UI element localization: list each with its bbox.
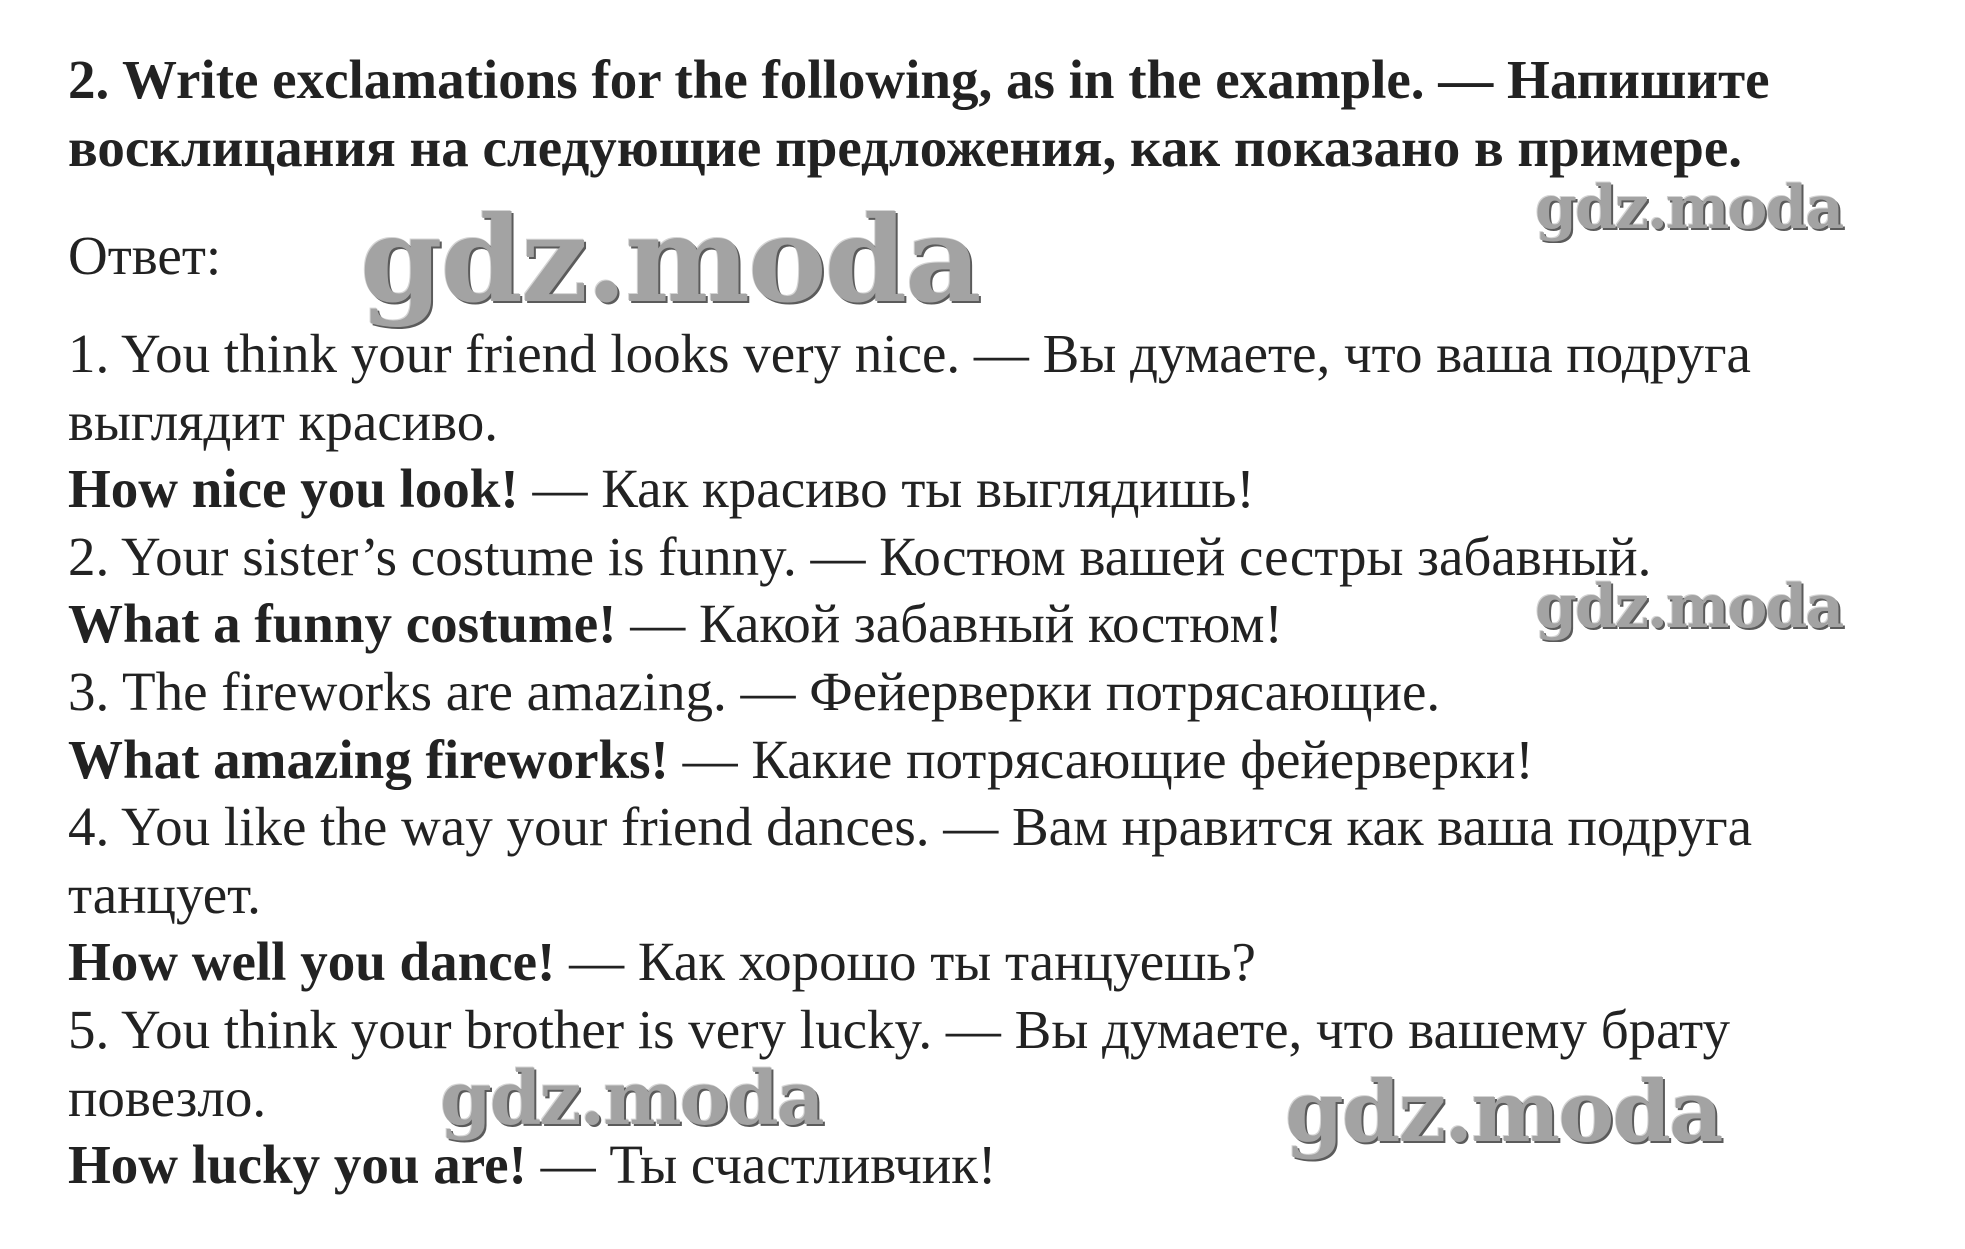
watermark-logo: gdz.moda bbox=[360, 190, 980, 329]
watermark-logo: gdz.moda bbox=[1285, 1062, 1722, 1161]
answer-line bbox=[68, 455, 1928, 523]
exercise-heading bbox=[68, 46, 1928, 182]
prompt-line: 2. Your sister’s costume is funny. — Костюм вашей сестры забавный. bbox=[68, 525, 1652, 587]
heading-line: восклицания на следующие предложения, как показано в примере. bbox=[68, 117, 1742, 178]
answer-line bbox=[68, 928, 1928, 996]
prompt-line: танцует. bbox=[68, 863, 261, 925]
answer-translation: — Ты счастливчик! bbox=[526, 1134, 997, 1196]
prompt-line: 3. The fireworks are amazing. — Фейерверки потрясающие. bbox=[68, 660, 1441, 722]
watermark-logo: gdz.moda bbox=[1535, 173, 1843, 243]
prompt-line: 5. You think your brother is very lucky. — Вы думаете, что вашему брату bbox=[68, 998, 1730, 1060]
answer-exclamation: What amazing fireworks! bbox=[68, 728, 669, 790]
answer-exclamation: How lucky you are! bbox=[68, 1134, 527, 1196]
answer-exclamation: How well you dance! bbox=[68, 931, 556, 993]
answer-translation: — Как красиво ты выглядишь! bbox=[518, 458, 1255, 520]
answer-translation: — Какой забавный костюм! bbox=[616, 593, 1283, 655]
answer-translation: — Как хорошо ты танцуешь? bbox=[555, 931, 1256, 993]
answer-label: Ответ: bbox=[68, 225, 222, 286]
answer-exclamation: How nice you look! bbox=[68, 458, 519, 520]
answer-line bbox=[68, 726, 1928, 794]
answer-translation: — Какие потрясающие фейерверки! bbox=[668, 728, 1534, 790]
heading-line: 2. Write exclamations for the following, as in the example. — Напишите bbox=[68, 49, 1770, 110]
watermark-logo: gdz.moda bbox=[440, 1056, 823, 1142]
prompt-line: 4. You like the way your friend dances. — Вам нравится как ваша подруга bbox=[68, 796, 1753, 858]
prompt-line: выглядит красиво. bbox=[68, 390, 498, 452]
answer-exclamation: What a funny costume! bbox=[68, 593, 617, 655]
prompt-line: повезло. bbox=[68, 1066, 267, 1128]
prompt-line: 1. You think your friend looks very nice. — Вы думаете, что ваша подруга bbox=[68, 323, 1751, 384]
watermark-logo: gdz.moda bbox=[1535, 572, 1843, 642]
